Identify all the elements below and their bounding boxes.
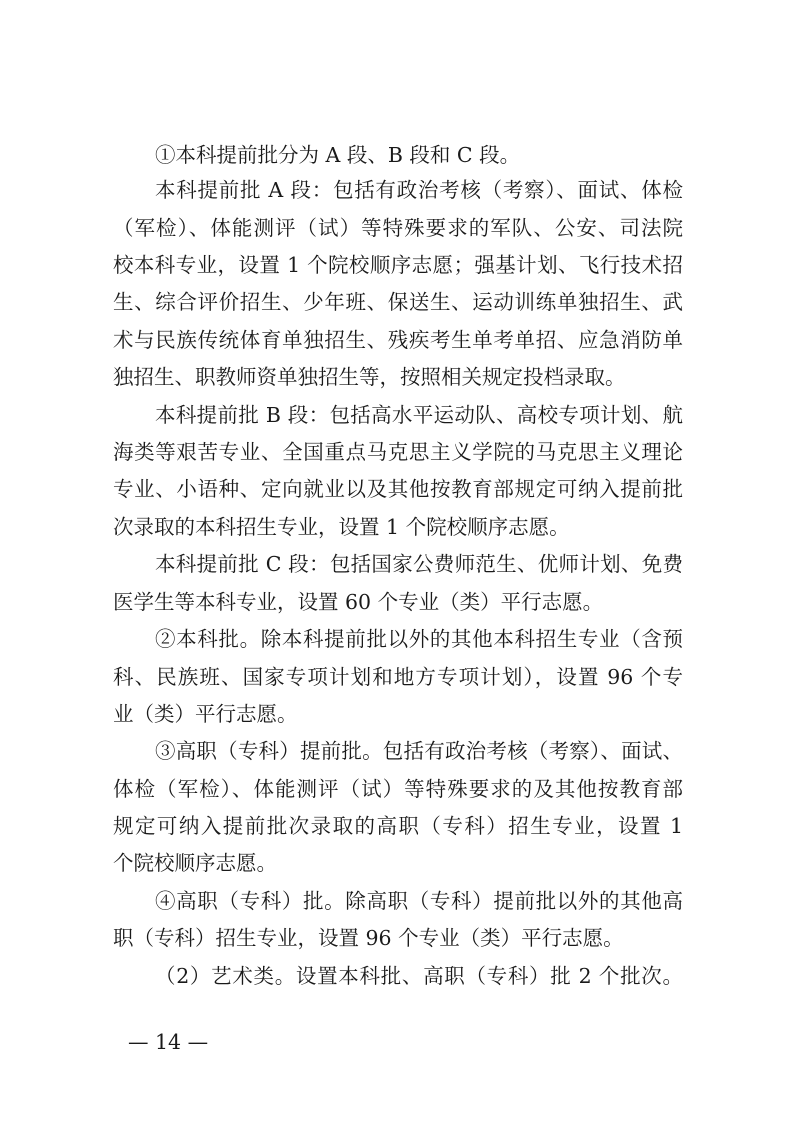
paragraph-line: 个院校顺序志愿。	[113, 851, 277, 875]
paragraph-line: 专业、小语种、定向就业以及其他按教育部规定可纳入提前批	[113, 477, 683, 501]
page-number: — 14 —	[128, 1030, 209, 1054]
paragraph-line: （2）艺术类。设置本科批、高职（专科）批 2 个批次。	[155, 964, 683, 988]
paragraph-line: 职（专科）招生专业，设置 96 个专业（类）平行志愿。	[113, 926, 624, 950]
paragraph-line: ②本科批。除本科提前批以外的其他本科招生专业（含预	[155, 627, 683, 651]
paragraph-line: 术与民族传统体育单独招生、残疾考生单考单招、应急消防单	[113, 328, 683, 352]
paragraph-line: 海类等艰苦专业、全国重点马克思主义学院的马克思主义理论	[113, 440, 683, 464]
paragraph-line: ③高职（专科）提前批。包括有政治考核（考察）、面试、	[155, 739, 683, 763]
paragraph-line: ①本科提前批分为 A 段、B 段和 C 段。	[155, 143, 521, 167]
paragraph-line: 本科提前批 A 段：包括有政治考核（考察）、面试、体检	[155, 178, 683, 202]
paragraph-line: 校本科专业，设置 1 个院校顺序志愿；强基计划、飞行技术招	[113, 253, 683, 277]
paragraph-line: 次录取的本科招生专业，设置 1 个院校顺序志愿。	[113, 515, 570, 539]
paragraph-line: 规定可纳入提前批次录取的高职（专科）招生专业，设置 1	[113, 814, 683, 838]
paragraph-line: 本科提前批 B 段：包括高水平运动队、高校专项计划、航	[155, 403, 683, 427]
paragraph-line: 医学生等本科专业，设置 60 个专业（类）平行志愿。	[113, 590, 604, 614]
paragraph-line: 体检（军检）、体能测评（试）等特殊要求的及其他按教育部	[113, 777, 683, 801]
paragraph-line: 本科提前批 C 段：包括国家公费师范生、优师计划、免费	[155, 552, 683, 576]
paragraph-line: ④高职（专科）批。除高职（专科）提前批以外的其他高	[155, 889, 683, 913]
paragraph-line: 独招生、职教师资单独招生等，按照相关规定投档录取。	[113, 365, 626, 389]
paragraph-line: （军检）、体能测评（试）等特殊要求的军队、公安、司法院	[113, 216, 683, 240]
paragraph-line: 业（类）平行志愿。	[113, 702, 298, 726]
paragraph-line: 生、综合评价招生、少年班、保送生、运动训练单独招生、武	[113, 290, 683, 314]
paragraph-line: 科、民族班、国家专项计划和地方专项计划），设置 96 个专	[113, 665, 683, 689]
